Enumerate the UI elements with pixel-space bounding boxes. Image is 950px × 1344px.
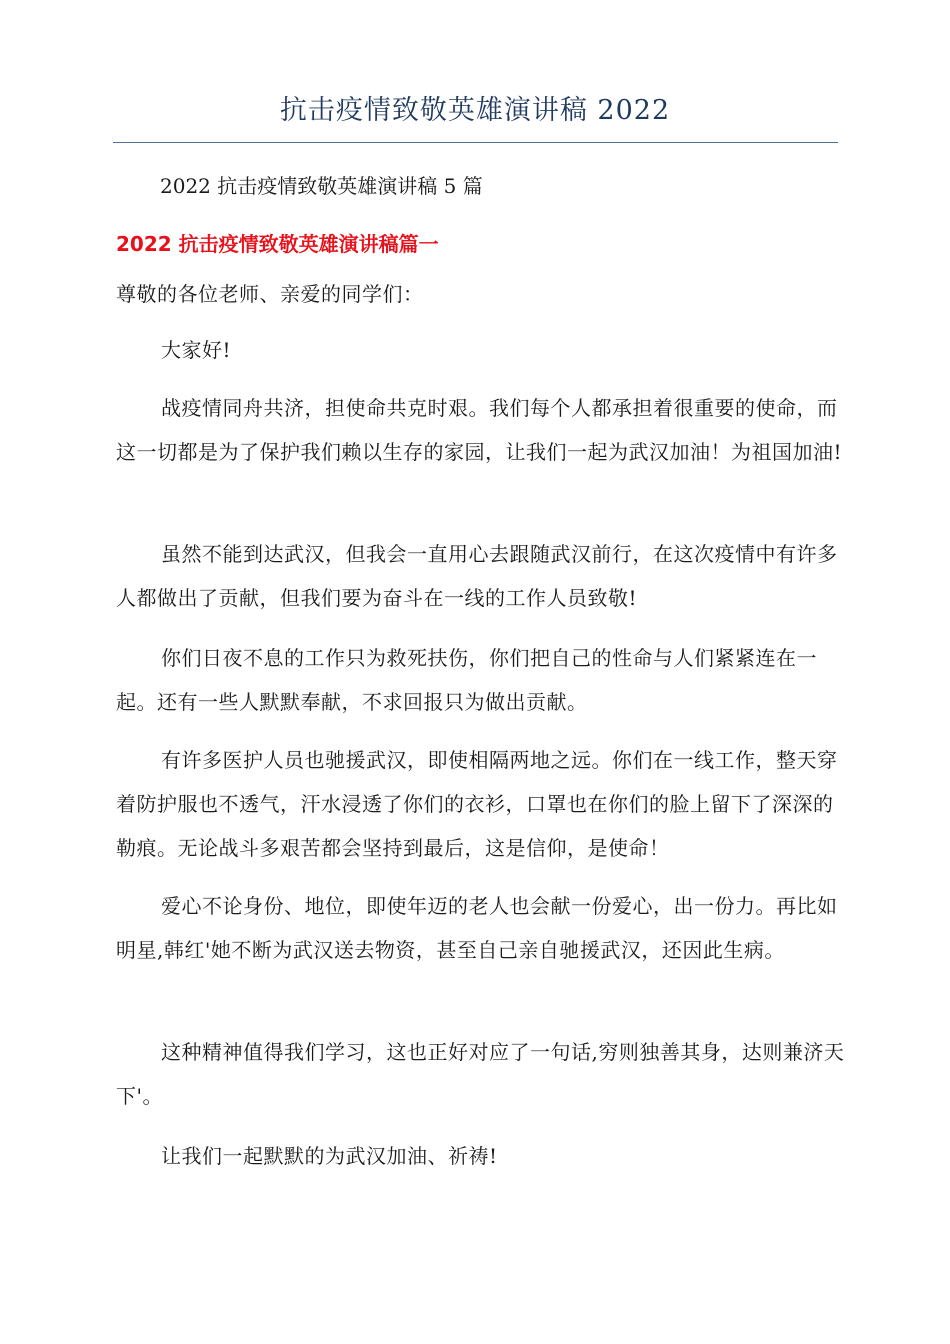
paragraph: 虽然不能到达武汉，但我会一直用心去跟随武汉前行，在这次疫情中有许多人都做出了贡献，但我们要为奋斗在一线的工作人员致敬! <box>116 542 838 610</box>
paragraph: 爱心不论身份、地位，即使年迈的老人也会献一份爱心，出一份力。再比如明星,韩红'她不断为武汉送去物资，甚至自己亲自驰援武汉，还因此生病。 <box>116 894 838 962</box>
paragraph: 有许多医护人员也驰援武汉，即使相隔两地之远。你们在一线工作，整天穿着防护服也不透气，汗水浸透了你们的衣衫，口罩也在你们的脸上留下了深深的勒痕。无论战斗多艰苦都会坚持到最后，这是信仰，是使命！ <box>116 748 838 860</box>
paragraph: 战疫情同舟共济，担使命共克时艰。我们每个人都承担着很重要的使命，而这一切都是为了保护我们赖以生存的家园，让我们一起为武汉加油！为祖国加油! <box>116 396 843 464</box>
paragraph: 这种精神值得我们学习，这也正好对应了一句话,穷则独善其身，达则兼济天下'。 <box>116 1040 845 1108</box>
paragraph: 你们日夜不息的工作只为救死扶伤，你们把自己的性命与人们紧紧连在一起。还有一些人默默奉献，不求回报只为做出贡献。 <box>116 646 817 714</box>
title-divider <box>113 142 838 143</box>
paragraph-greeting: 大家好! <box>161 338 232 362</box>
document-subtitle: 2022 抗击疫情致敬英雄演讲稿 5 篇 <box>160 174 483 198</box>
document-title: 抗击疫情致敬英雄演讲稿 2022 <box>279 95 671 126</box>
section-heading: 2022 抗击疫情致敬英雄演讲稿篇一 <box>116 232 439 256</box>
paragraph: 让我们一起默默的为武汉加油、祈祷! <box>161 1144 498 1168</box>
salutation: 尊敬的各位老师、亲爱的同学们： <box>116 282 424 306</box>
